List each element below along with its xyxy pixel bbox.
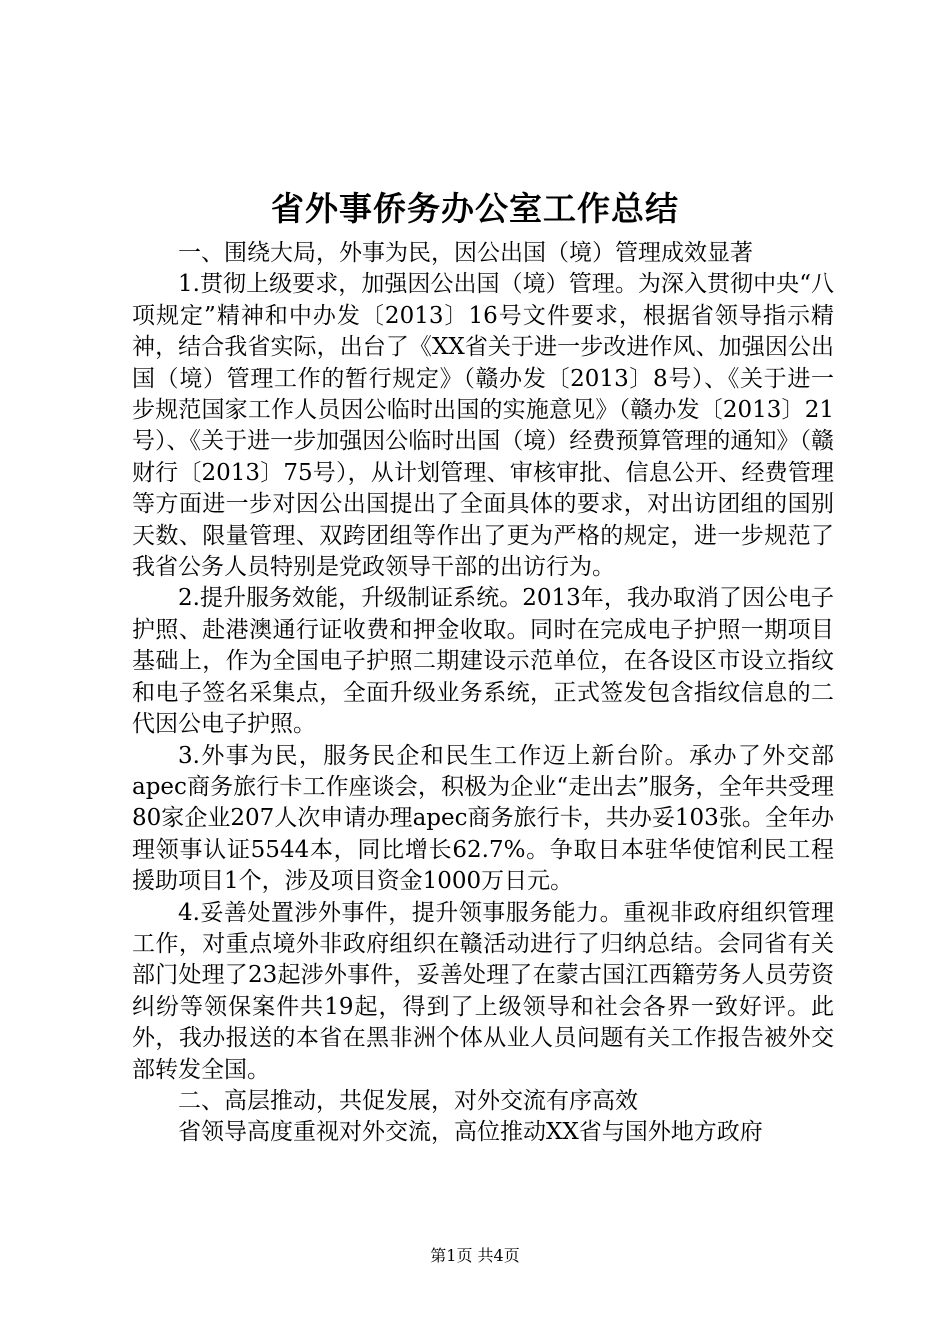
section-heading: 一、围绕大局，外事为民，因公出国（境）管理成效显著 (178, 240, 753, 266)
body-paragraph: 4.妥善处置涉外事件，提升领事服务能力。重视非政府组织管理工作，对重点境外非政府组织在赣活动进行了归纳总结。会同省有关部门处理了23起涉外事件，妥善处理了在蒙古国江西籍劳务人员劳资纠纷等领保案件共19起，得到了上级领导和社会各界一致好评。此外，我办报送的本省在黑非洲个体从业人员问题有关工作报告被外交部转发全国。 (132, 899, 834, 1083)
section-heading: 二、高层推动，共促发展，对外交流有序高效 (178, 1087, 638, 1114)
body-paragraph: 3.外事为民，服务民企和民生工作迈上新台阶。承办了外交部apec商务旅行卡工作座谈会，积极为企业“走出去”服务，全年共受理80家企业207人次申请办理apec商务旅行卡，共办妥103张。全年办理领事认证5544本，同比增长62.7%。争取日本驻华使馆利民工程援助项目1个，涉及项目资金1000万日元。 (132, 742, 834, 895)
body-paragraph: 省领导高度重视对外交流，高位推动XX省与国外地方政府 (178, 1119, 763, 1146)
body-paragraph: 2.提升服务效能，升级制证系统。2013年，我办取消了因公电子护照、赴港澳通行证收费和押金收取。同时在完成电子护照一期项目基础上，作为全国电子护照二期建设示范单位，在各设区市设立指纹和电子签名采集点，全面升级业务系统，正式签发包含指纹信息的二代因公电子护照。 (132, 585, 834, 738)
document-title: 省外事侨务办公室工作总结 (271, 189, 679, 228)
page-footer: 第1页 共4页 (430, 1246, 520, 1265)
document-body (132, 238, 834, 1149)
body-paragraph: 1.贯彻上级要求，加强因公出国（境）管理。为深入贯彻中央“八项规定”精神和中办发〔2013〕16号文件要求，根据省领导指示精神，结合我省实际，出台了《XX省关于进一步改进作风、加强因公出国（境）管理工作的暂行规定》（赣办发〔2013〕8号）、《关于进一步规范国家工作人员因公临时出国的实施意见》（赣办发〔2013〕21号）、《关于进一步加强因公临时出国（境）经费预算管理的通知》（赣财行〔2013〕75号），从计划管理、审核审批、信息公开、经费管理等方面进一步对因公出国提出了全面具体的要求，对出访团组的国别天数、限量管理、双跨团组等作出了更为严格的规定，进一步规范了我省公务人员特别是党政领导干部的出访行为。 (132, 271, 834, 581)
